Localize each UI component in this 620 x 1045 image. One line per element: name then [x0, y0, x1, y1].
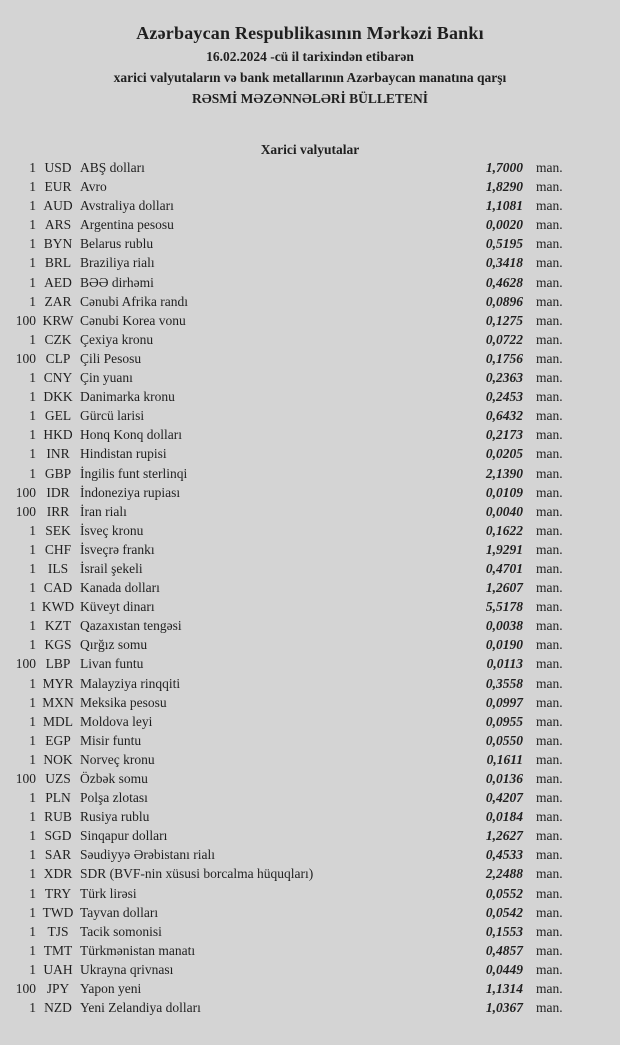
currency-code: CLP: [45, 350, 71, 366]
rate-value: 1,9291: [485, 541, 523, 557]
currency-name: Küveyt dinarı: [80, 599, 155, 615]
rate-row: [0, 349, 620, 368]
unit-label: man.: [536, 331, 563, 347]
currency-name: Kanada dolları: [80, 580, 160, 596]
unit-label: man.: [536, 790, 563, 806]
currency-quantity: 1: [29, 599, 36, 615]
rate-value: 0,3418: [485, 255, 523, 271]
currency-code: TMT: [43, 942, 73, 958]
rate-row: [0, 177, 620, 196]
rate-value: 0,0109: [485, 484, 523, 500]
currency-quantity: 1: [29, 389, 36, 405]
currency-quantity: 1: [29, 255, 36, 271]
currency-quantity: 100: [15, 503, 36, 519]
currency-quantity: 100: [15, 771, 36, 786]
currency-quantity: 1: [29, 809, 36, 825]
rate-value: 2,2488: [485, 866, 523, 882]
currency-code: DKK: [43, 389, 73, 405]
unit-label: man.: [536, 771, 563, 786]
unit-label: man.: [536, 580, 563, 596]
currency-quantity: 1: [29, 465, 36, 481]
rate-row: [0, 578, 620, 597]
rate-row: [0, 731, 620, 750]
bulletin-header: [0, 0, 620, 109]
unit-label: man.: [536, 694, 563, 710]
unit-label: man.: [536, 293, 563, 309]
currency-code: RUB: [44, 809, 72, 825]
rate-row: [0, 330, 620, 349]
currency-code: ILS: [47, 560, 69, 576]
currency-code: JPY: [46, 981, 70, 997]
rate-value: 0,0722: [485, 331, 523, 347]
currency-code: SEK: [45, 522, 71, 538]
currency-name: Hindistan rupisi: [80, 446, 167, 462]
currency-code: KWD: [41, 599, 75, 615]
rate-value: 0,0040: [485, 503, 523, 519]
rate-row: [0, 998, 620, 1017]
currency-quantity: 100: [15, 484, 36, 500]
currency-name: Rusiya rublu: [80, 809, 150, 825]
currency-name: Çili Pesosu: [80, 350, 142, 366]
currency-name: Türkmənistan manatı: [80, 942, 196, 958]
rate-row: [0, 253, 620, 272]
currency-code: LBP: [45, 656, 71, 672]
currency-quantity: 100: [15, 312, 36, 328]
currency-name: Qazaxıstan tengəsi: [80, 618, 182, 634]
subject-line: xarici valyutaların və bank metallarının Azərbaycan manatına qarşı: [113, 70, 507, 85]
rate-row: [0, 521, 620, 540]
unit-label: man.: [536, 942, 563, 958]
rate-value: 1,7000: [485, 160, 523, 175]
currency-code: BRL: [44, 255, 72, 271]
rate-row: [0, 635, 620, 654]
currency-name: Misir funtu: [80, 732, 142, 748]
exchange-rates-table: [0, 158, 620, 1017]
currency-code: KZT: [44, 618, 72, 634]
currency-code: CZK: [44, 331, 72, 347]
unit-label: man.: [536, 465, 563, 481]
currency-name: Norveç kronu: [80, 751, 155, 767]
rate-row: [0, 654, 620, 673]
currency-name: Braziliya rialı: [80, 255, 155, 271]
rate-value: 0,0542: [485, 904, 523, 920]
currency-code: GBP: [44, 465, 72, 481]
rate-row: [0, 903, 620, 922]
rate-value: 1,1081: [485, 198, 523, 214]
rate-value: 1,1314: [485, 981, 523, 997]
rate-value: 0,4857: [485, 942, 523, 958]
rate-row: [0, 406, 620, 425]
currency-code: AUD: [43, 198, 73, 214]
rate-value: 0,0997: [485, 694, 523, 710]
currency-code: KGS: [44, 637, 72, 653]
currency-quantity: 1: [29, 446, 36, 462]
currency-quantity: 1: [29, 198, 36, 214]
currency-code: MYR: [42, 675, 74, 691]
rate-row: [0, 941, 620, 960]
rate-value: 0,2453: [485, 389, 523, 405]
currency-name: İngilis funt sterlinqi: [80, 465, 188, 481]
currency-quantity: 1: [29, 942, 36, 958]
currency-name: İsrail şekeli: [80, 560, 143, 576]
rate-row: [0, 884, 620, 903]
currency-quantity: 1: [29, 160, 36, 175]
rate-row: [0, 158, 620, 177]
rate-value: 1,8290: [485, 179, 523, 195]
currency-name: Meksika pesosu: [80, 694, 167, 710]
currency-quantity: 1: [29, 560, 36, 576]
unit-label: man.: [536, 751, 563, 767]
unit-label: man.: [536, 656, 563, 672]
currency-quantity: 1: [29, 580, 36, 596]
rate-value: 0,0020: [485, 217, 523, 233]
unit-label: man.: [536, 522, 563, 538]
currency-code: XDR: [43, 866, 73, 882]
rate-row: [0, 540, 620, 559]
currency-name: İsveç kronu: [80, 522, 144, 538]
currency-code: USD: [44, 160, 72, 175]
rate-row: [0, 826, 620, 845]
rate-value: 5,5178: [485, 599, 523, 615]
unit-label: man.: [536, 847, 563, 863]
currency-code: KRW: [42, 312, 74, 328]
currency-name: İndoneziya rupiası: [80, 484, 181, 500]
unit-label: man.: [536, 484, 563, 500]
currency-name: Polşa zlotası: [80, 790, 148, 806]
unit-label: man.: [536, 408, 563, 424]
unit-label: man.: [536, 350, 563, 366]
rate-value: 0,0896: [485, 293, 523, 309]
rate-value: 0,0449: [485, 961, 523, 977]
currency-name: Sinqapur dolları: [80, 828, 168, 844]
rate-value: 0,1275: [485, 312, 523, 328]
rate-value: 0,4701: [485, 560, 523, 576]
rate-row: [0, 597, 620, 616]
currency-name: Gürcü larisi: [80, 408, 145, 424]
currency-code: IRR: [46, 503, 70, 519]
unit-label: man.: [536, 732, 563, 748]
currency-name: Çin yuanı: [80, 370, 133, 386]
currency-quantity: 1: [29, 541, 36, 557]
unit-label: man.: [536, 198, 563, 214]
rate-value: 0,0550: [485, 732, 523, 748]
unit-label: man.: [536, 713, 563, 729]
unit-label: man.: [536, 809, 563, 825]
rate-value: 0,0113: [486, 656, 523, 672]
currency-name: Danimarka kronu: [80, 389, 175, 405]
unit-label: man.: [536, 1000, 563, 1016]
currency-code: CNY: [43, 370, 73, 386]
rate-row: [0, 960, 620, 979]
currency-quantity: 1: [29, 522, 36, 538]
currency-quantity: 1: [29, 236, 36, 252]
rate-row: [0, 368, 620, 387]
currency-code: EGP: [45, 732, 71, 748]
rate-value: 0,1553: [485, 923, 523, 939]
rate-row: [0, 750, 620, 769]
unit-label: man.: [536, 236, 563, 252]
currency-code: ZAR: [44, 293, 72, 309]
currency-name: Avro: [80, 179, 107, 195]
rate-value: 2,1390: [485, 465, 523, 481]
unit-label: man.: [536, 217, 563, 233]
currency-name: İran rialı: [80, 503, 127, 519]
currency-name: Özbək somu: [80, 771, 148, 786]
bank-name: Azərbaycan Respublikasının Mərkəzi Bankı: [136, 23, 484, 43]
currency-name: Yeni Zelandiya dolları: [80, 1000, 201, 1016]
rate-value: 0,0038: [485, 618, 523, 634]
unit-label: man.: [536, 599, 563, 615]
currency-name: Tayvan dolları: [80, 904, 159, 920]
currency-code: SGD: [44, 828, 72, 844]
rate-row: [0, 693, 620, 712]
currency-quantity: 1: [29, 847, 36, 863]
rate-row: [0, 616, 620, 635]
currency-name: Cənubi Korea vonu: [80, 312, 186, 328]
currency-name: Tacik somonisi: [80, 923, 162, 939]
currency-quantity: 1: [29, 274, 36, 290]
rate-row: [0, 215, 620, 234]
currency-name: Malayziya rinqqiti: [80, 675, 181, 691]
rate-row: [0, 674, 620, 693]
currency-code: PLN: [45, 790, 71, 806]
currency-quantity: 1: [29, 961, 36, 977]
currency-name: BƏƏ dirhəmi: [80, 274, 154, 290]
currency-quantity: 100: [15, 656, 36, 672]
currency-quantity: 1: [29, 790, 36, 806]
currency-name: ABŞ dolları: [80, 160, 145, 175]
currency-code: UZS: [45, 771, 71, 786]
unit-label: man.: [536, 160, 563, 175]
unit-label: man.: [536, 560, 563, 576]
currency-code: AED: [44, 274, 72, 290]
currency-name: Yapon yeni: [80, 981, 142, 997]
currency-name: Livan funtu: [80, 656, 144, 672]
rate-value: 0,0205: [485, 446, 523, 462]
currency-name: Moldova leyi: [80, 713, 153, 729]
currency-code: TJS: [47, 923, 69, 939]
currency-quantity: 1: [29, 675, 36, 691]
currency-code: NOK: [43, 751, 73, 767]
rate-row: [0, 273, 620, 292]
rate-row: [0, 444, 620, 463]
unit-label: man.: [536, 828, 563, 844]
rate-row: [0, 464, 620, 483]
currency-code: TWD: [42, 904, 74, 920]
currency-quantity: 1: [29, 217, 36, 233]
currency-quantity: 1: [29, 713, 36, 729]
rate-value: 0,0955: [485, 713, 523, 729]
currency-code: MDL: [43, 713, 73, 729]
rate-row: [0, 712, 620, 731]
unit-label: man.: [536, 618, 563, 634]
rate-row: [0, 845, 620, 864]
unit-label: man.: [536, 446, 563, 462]
currency-quantity: 1: [29, 923, 36, 939]
currency-code: EUR: [44, 179, 72, 195]
rate-value: 0,0552: [485, 885, 523, 901]
rate-value: 0,2173: [485, 427, 523, 443]
bulletin-title: RƏSMİ MƏZƏNNƏLƏRİ BÜLLETENİ: [192, 91, 428, 106]
rate-value: 0,6432: [485, 408, 523, 424]
currency-quantity: 1: [29, 370, 36, 386]
currency-quantity: 1: [29, 293, 36, 309]
unit-label: man.: [536, 255, 563, 271]
currency-code: ARS: [44, 217, 72, 233]
currency-code: GEL: [44, 408, 72, 424]
rate-value: 1,0367: [485, 1000, 523, 1016]
currency-name: Qırğız somu: [80, 637, 148, 653]
currency-name: İsveçrə frankı: [80, 541, 155, 557]
currency-quantity: 1: [29, 331, 36, 347]
currency-code: BYN: [43, 236, 73, 252]
rate-value: 0,0190: [485, 637, 523, 653]
rate-value: 0,4628: [485, 274, 523, 290]
rate-row: [0, 387, 620, 406]
currency-quantity: 1: [29, 408, 36, 424]
currency-code: SAR: [44, 847, 72, 863]
currency-quantity: 1: [29, 885, 36, 901]
currency-code: INR: [46, 446, 70, 462]
effective-date-line: 16.02.2024 -cü il tarixindən etibarən: [206, 49, 414, 64]
currency-name: Argentina pesosu: [80, 217, 174, 233]
unit-label: man.: [536, 541, 563, 557]
rate-value: 0,1756: [485, 350, 523, 366]
currency-code: TRY: [44, 885, 72, 901]
rate-row: [0, 234, 620, 253]
currency-code: NZD: [44, 1000, 72, 1016]
currency-quantity: 1: [29, 904, 36, 920]
rate-row: [0, 979, 620, 998]
rate-row: [0, 502, 620, 521]
currency-quantity: 1: [29, 637, 36, 653]
currency-name: Ukrayna qrivnası: [80, 961, 174, 977]
rate-value: 1,2627: [485, 828, 523, 844]
unit-label: man.: [536, 866, 563, 882]
unit-label: man.: [536, 274, 563, 290]
unit-label: man.: [536, 179, 563, 195]
rate-row: [0, 196, 620, 215]
currency-code: MXN: [42, 694, 74, 710]
unit-label: man.: [536, 389, 563, 405]
currency-code: UAH: [43, 961, 73, 977]
currency-name: Belarus rublu: [80, 236, 154, 252]
currency-quantity: 1: [29, 179, 36, 195]
unit-label: man.: [536, 885, 563, 901]
rate-row: [0, 292, 620, 311]
currency-name: Səudiyyə Ərəbistanı rialı: [80, 847, 215, 863]
currency-name: Cənubi Afrika randı: [80, 293, 188, 309]
currency-quantity: 1: [29, 618, 36, 634]
unit-label: man.: [536, 503, 563, 519]
rate-value: 0,4533: [485, 847, 523, 863]
currency-quantity: 1: [29, 427, 36, 443]
unit-label: man.: [536, 427, 563, 443]
unit-label: man.: [536, 981, 563, 997]
currency-code: IDR: [46, 484, 70, 500]
rate-row: [0, 425, 620, 444]
rate-value: 0,3558: [485, 675, 523, 691]
rate-row: [0, 311, 620, 330]
unit-label: man.: [536, 904, 563, 920]
unit-label: man.: [536, 961, 563, 977]
rate-value: 0,5195: [485, 236, 523, 252]
unit-label: man.: [536, 637, 563, 653]
currency-quantity: 1: [29, 694, 36, 710]
rate-value: 0,1622: [485, 522, 523, 538]
rate-value: 0,4207: [485, 790, 523, 806]
rate-row: [0, 922, 620, 941]
currency-code: CHF: [44, 541, 72, 557]
rate-row: [0, 807, 620, 826]
rate-row: [0, 559, 620, 578]
currency-name: SDR (BVF-nin xüsusi borcalma hüquqları): [80, 866, 314, 882]
currency-quantity: 100: [15, 350, 36, 366]
currency-quantity: 1: [29, 828, 36, 844]
rate-value: 1,2607: [485, 580, 523, 596]
unit-label: man.: [536, 370, 563, 386]
rate-value: 0,0136: [485, 771, 523, 786]
rate-row: [0, 769, 620, 788]
currency-name: Çexiya kronu: [80, 331, 154, 347]
rate-row: [0, 788, 620, 807]
rate-row: [0, 864, 620, 883]
currency-name: Avstraliya dolları: [80, 198, 174, 214]
section-title-foreign-currencies: Xarici valyutalar: [260, 142, 360, 157]
currency-quantity: 100: [15, 981, 36, 997]
unit-label: man.: [536, 923, 563, 939]
currency-quantity: 1: [29, 732, 36, 748]
currency-code: HKD: [43, 427, 73, 443]
rate-row: [0, 483, 620, 502]
currency-code: CAD: [43, 580, 73, 596]
currency-name: Honq Konq dolları: [80, 427, 182, 443]
currency-name: Türk lirəsi: [80, 885, 137, 901]
rate-value: 0,1611: [486, 751, 523, 767]
rate-value: 0,0184: [485, 809, 523, 825]
currency-quantity: 1: [29, 866, 36, 882]
unit-label: man.: [536, 312, 563, 328]
rate-value: 0,2363: [485, 370, 523, 386]
currency-quantity: 1: [29, 751, 36, 767]
unit-label: man.: [536, 675, 563, 691]
currency-quantity: 1: [29, 1000, 36, 1016]
